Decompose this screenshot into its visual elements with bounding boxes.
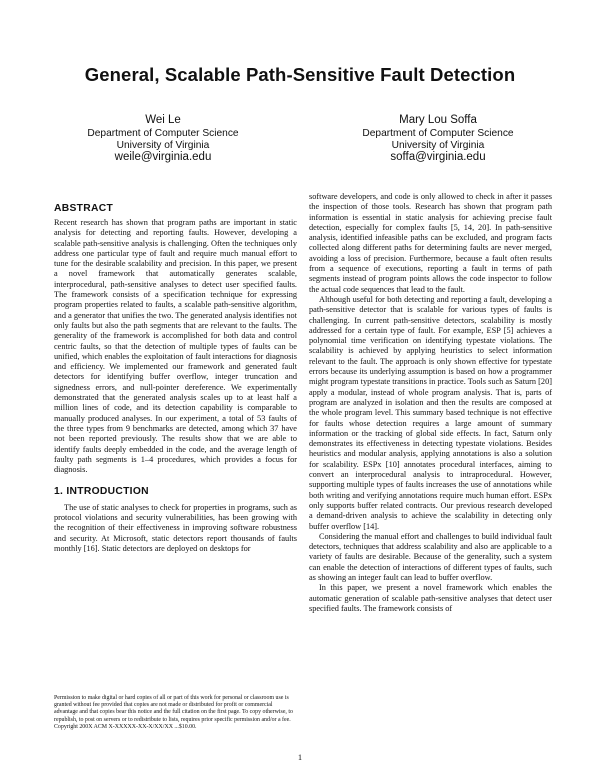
introduction-heading: 1. INTRODUCTION <box>54 486 149 498</box>
author-name: Wei Le <box>145 114 181 126</box>
body-paragraph: In this paper, we present a novel framework which enables the automatic generation of scalable path-sensitive analyses that detect user specified faults. The framework consists of <box>309 583 552 613</box>
author-department: Department of Computer Science <box>87 128 239 139</box>
right-column <box>309 192 552 614</box>
author-block-1 <box>43 114 283 165</box>
author-university: University of Virginia <box>391 139 485 151</box>
page-number: 1 <box>297 752 303 762</box>
paper-title: General, Scalable Path-Sensitive Fault Detection <box>84 64 516 85</box>
author-email: weile@virginia.edu <box>114 151 212 164</box>
abstract-text: Recent research has shown that program paths are important in static analysis for detecting and reporting faults. However, developing a scalable path-sensitive analysis is challenging. Often the techniques only address one particular type of fault and require much manual effort to tune for the desirable scalability and precision. In this paper, we present a novel framework that automatically generates scalable, interprocedural, path-sensitive analyses to detect user specified faults. The framework consists of a specification technique for expressing program properties related to faults, a scalable path-sensitive algorithm, and a generator that unifies the two. The generated analysis identifies not only faults but also the path segments that are relevant to the faults. The generality of the framework is accomplished for both data and control centric faults, so that the detection of multiple types of faults can be unified, which enables the exploitation of fault interactions for diagnosis and efficiency. We implemented our framework and generated fault detectors for identifying buffer overflow, integer truncation and signedness errors, and null-pointer dereference. We experimentally demonstrated that the generated analysis scales up to at least half a million lines of code, and its detection capability is comparable to manually produced analyses. In our experiment, a total of 53 faults of the three types from 9 benchmarks are detected, among which 37 have not been reported previously. The results show that we are able to identify faults deeply embedded in the code, and the average length of faulty path segments is 1–4 procedures, which provides a focus for diagnosis. <box>54 218 297 475</box>
body-paragraph: Although useful for both detecting and reporting a fault, developing a path-sensitive detector that is scalable for various types of faults is challenging. In current path-sensitive detectors, scalability is mostly addressed for a certain type of fault. For example, ESP [5] achieves a polynomial time verification on identifying typestate violations. The scalability is achieved by applying heuristics to select information relevant to the fault. The approach is only shown effective for typestate errors because its underlying assumption is based on how a programmer might program typestate transitions in practice. Tools such as Saturn [20] apply a modular, instead of whole program analysis. That is, parts of program are analyzed in isolation and then the results are composed at the whole program level. This summary based technique is not effective for faults whose detection requires a large amount of summary information or the tracking of global side effects. In fact, Saturn only demonstrates its effectiveness in detecting typestate violations. Besides heuristics and modular analysis, applying annotations is also a solution for scalability. ESPx [10] annotates procedural interfaces, aiming to convert an interprocedural analysis to intraprocedural. However, supporting multiple types of faults increases the use of annotations while both writing and verifying annotations require much human effort. ESPx only supports buffer related contracts. Our previous research developed a demand-driven analysis to achieve the scalability in detecting only buffer overflow [14]. <box>309 294 552 531</box>
abstract-heading: ABSTRACT <box>54 203 114 214</box>
author-block-2 <box>318 114 558 165</box>
body-paragraph: software developers, and code is only allowed to check in after it passes the inspection of those tools. Research has shown that program path information is essential in static analysis for achieving precise fault detection, especially for complex faults [5, 14, 20]. In path-sensitive analysis, identified infeasible paths can be excluded, and program facts collected along different paths for determining faults are never merged, avoiding a loss of precision. Furthermore, because a fault often results from a sequence of executions, reporting a fault in terms of path segments instead of program points allows the code inspector to follow the actual code sequences that lead to the fault. <box>309 192 552 294</box>
left-column <box>54 218 297 554</box>
permission-footnote <box>54 695 294 731</box>
author-email: soffa@virginia.edu <box>390 151 486 164</box>
body-paragraph: Considering the manual effort and challenges to build individual fault detectors, techniques that address scalability and also are applicable to a variety of faults are desirable. Because of the generality, such a system can enable the detection of interactions of different types of faults, such as showing an integer fault can lead to buffer overflow. <box>309 531 552 582</box>
author-university: University of Virginia <box>116 139 210 151</box>
intro-paragraph: The use of static analyses to check for properties in programs, such as protocol violations and security vulnerabilities, has been growing with the recognition of their effectiveness in improving software robustness and security. At Microsoft, static detectors report thousands of faults monthly [16]. Static detectors are deployed on desktops for <box>54 502 297 553</box>
footnote-permission: Permission to make digital or hard copies of all or part of this work for personal or classroom use is granted without fee provided that copies are not made or distributed for profit or commercial advantage and that copies bear this notice and the full citation on the first page. To copy otherwise, to republish, to post on servers or to redistribute to lists, requires prior specific permission and/or a fee. <box>54 695 293 723</box>
author-name: Mary Lou Soffa <box>399 114 477 126</box>
author-department: Department of Computer Science <box>362 128 514 139</box>
footnote-copyright: Copyright 200X ACM X-XXXXX-XX-X/XX/XX ...$10.00. <box>54 723 197 730</box>
